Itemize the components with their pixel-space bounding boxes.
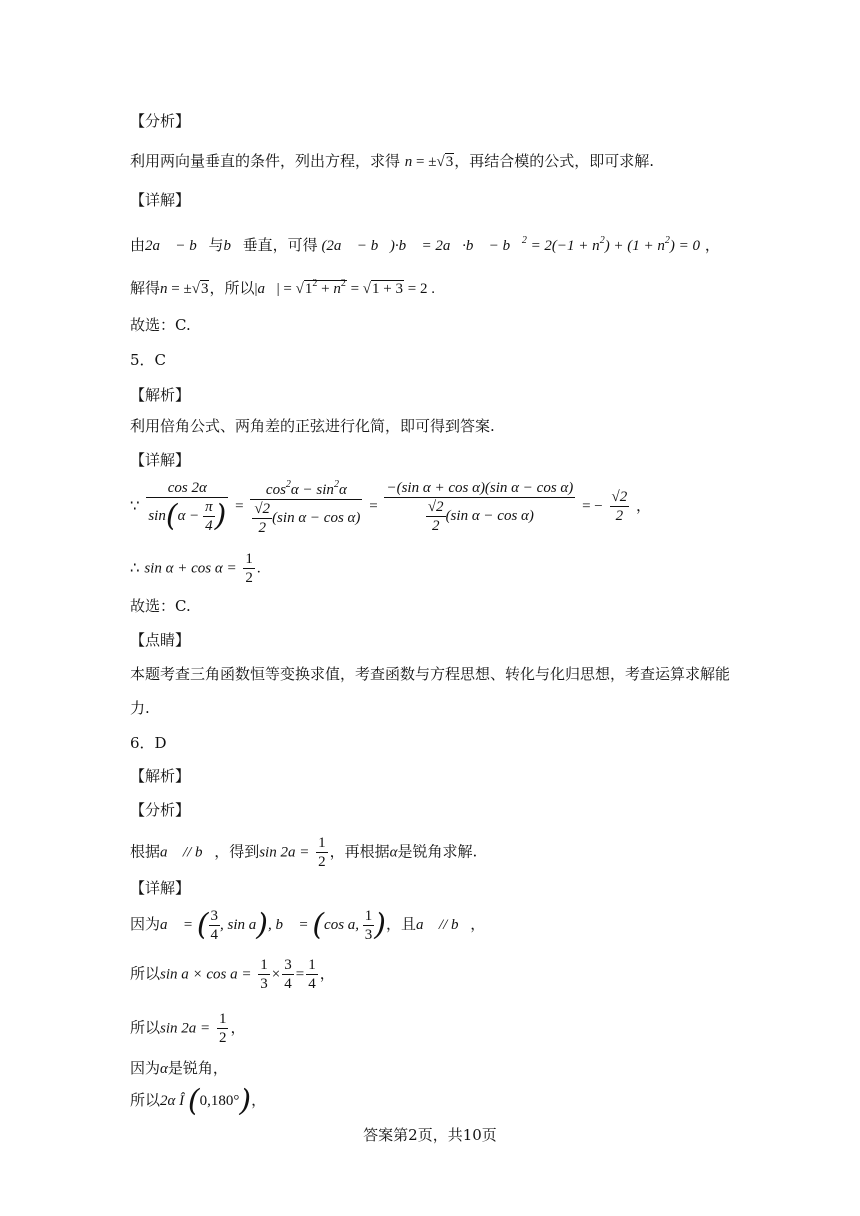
math-frac-factored: −(sin α + cos α)(sin α − cos α) $\frac{√2}{2}$ (sin α − cos α) — [386, 479, 574, 534]
line-analysis-body — [130, 151, 654, 172]
math-vector-a: a⃗ = ( $\frac{3}{4}$ , sin a), b⃗ = (cos a, $\frac{1}{3}$ ) — [160, 907, 386, 943]
math-frac-neg-sqrt2-over-2: $\frac{√2}{2}$ — [611, 489, 628, 524]
text: ， — [700, 236, 720, 254]
math: b⃗ — [223, 238, 243, 254]
math-because: ∵ — [130, 498, 140, 515]
text: 与 — [208, 236, 224, 254]
text: 所以 — [130, 1091, 161, 1109]
math-frac-cos2a-over-sin: cos 2α sin(α − $\frac{\pi}{4}$ ) — [148, 479, 227, 534]
math: = ±√3 — [167, 281, 209, 297]
math-therefore: ∴ — [130, 560, 140, 577]
text: 因为 — [130, 1059, 161, 1077]
line-q6-vectors — [130, 907, 485, 944]
math: . — [256, 560, 261, 577]
math: α — [160, 1061, 168, 1077]
math: = ±√3 — [412, 154, 454, 170]
heading-text: 【解析】 — [130, 767, 191, 785]
math-frac-one-half: $\frac{1}{2}$ — [218, 1011, 227, 1046]
text: 力. — [130, 699, 150, 717]
math: = — [295, 966, 305, 983]
line-answer-c-1 — [130, 315, 191, 335]
text: 垂直，可得 — [242, 236, 318, 254]
math: = — [369, 498, 378, 515]
text: 本题考查三角函数恒等变换求值，考查函数与方程思想、转化与化归思想，考查运算求解能 — [130, 665, 731, 683]
math: α — [389, 844, 398, 861]
text: ，且 — [386, 914, 417, 933]
line-q5 — [130, 350, 166, 370]
text: 故选：C. — [130, 597, 191, 615]
text: ，所以 — [209, 279, 255, 297]
line-comment-body-1 — [130, 664, 730, 684]
math-n-pm-sqrt3: n — [404, 154, 413, 170]
text: ，再结合模的公式，即可求解. — [454, 152, 655, 170]
math: = − — [582, 498, 603, 515]
text: ， — [251, 1091, 267, 1109]
line-q6-analysis — [130, 834, 477, 871]
heading-text: 【详解】 — [130, 191, 191, 209]
math-parallel: a⃗ // b⃗ — [160, 844, 215, 861]
line-q5-therefore — [130, 550, 261, 587]
line-q6-product — [130, 956, 335, 993]
heading-text: 【解析】 — [130, 386, 191, 404]
math: × — [271, 966, 281, 983]
math-frac: $\frac{1}{3}$ — [260, 957, 268, 992]
math: sin 2a = — [160, 1020, 211, 1037]
heading-text: 【分析】 — [130, 801, 191, 819]
heading-text: 【分析】 — [130, 112, 191, 130]
line-parse-heading-1 — [130, 385, 190, 405]
text: 利用倍角公式、两角差的正弦进行化简，即可得到答案. — [130, 417, 495, 435]
math-range: 2α Î (0,180°) — [160, 1083, 252, 1119]
math: sin a × cos a = — [160, 966, 252, 983]
text: 是锐角求解. — [397, 842, 478, 861]
text: 所以 — [130, 1018, 161, 1037]
math-modulus: |a⃗| = $√1^2 + n^2 = √1 + 3 = 2$ . — [254, 278, 435, 297]
math-frac-cos2-minus-sin2: $\cos^2\alpha - \sin^2\alpha$ $\frac{√2}{2}$ (sin α − cos α) — [250, 476, 362, 537]
math: = — [235, 498, 244, 515]
text: 所以 — [130, 964, 161, 983]
line-detail-heading — [130, 190, 190, 210]
line-q6-range — [130, 1083, 267, 1119]
line-comment-body-2 — [130, 698, 150, 718]
heading-text: 【详解】 — [130, 451, 191, 469]
text: ，再根据 — [329, 842, 390, 861]
math: n — [160, 281, 168, 297]
heading-text: 【详解】 — [130, 879, 191, 897]
math-frac: $\frac{1}{4}$ — [308, 957, 316, 992]
math-frac: $\frac{3}{4}$ — [284, 957, 292, 992]
text: 是锐角， — [167, 1059, 228, 1077]
line-q5-big-equation — [130, 476, 651, 537]
line-detail-heading-3 — [130, 878, 190, 898]
line-comment-heading — [130, 630, 190, 650]
text: ，得到 — [214, 842, 260, 861]
math: sin 2a = — [259, 844, 310, 861]
math-parallel: a⃗ // b⃗ — [416, 916, 471, 933]
line-analysis-heading — [130, 111, 190, 131]
text: 根据 — [130, 842, 161, 861]
text: ， — [470, 914, 486, 933]
line-answer-c-2 — [130, 596, 191, 616]
line-q6-sin2a — [130, 1010, 245, 1047]
text: ， — [319, 964, 335, 983]
question-number: 6．D — [130, 734, 167, 752]
line-perpendicular-equation — [130, 231, 720, 256]
text: 由 — [130, 236, 146, 254]
page-footer: 答案第2页，共10页 — [363, 1126, 497, 1144]
line-parse-heading-2 — [130, 766, 190, 786]
line-q6 — [130, 733, 167, 753]
math: 2a⃗ − b⃗ — [145, 238, 209, 254]
line-solve-modulus — [130, 274, 435, 299]
text: 故选：C. — [130, 316, 191, 334]
text: 因为 — [130, 914, 161, 933]
text: ， — [631, 496, 652, 515]
line-analysis-heading-2 — [130, 800, 190, 820]
math-dot-product-equation: (2a⃗ − b⃗)·b⃗ = 2a⃗·b⃗ − b⃗$^2$ = $2(-1 + n^2) + (1 + n^2) = 0$ — [317, 235, 701, 254]
line-q6-acute — [130, 1058, 228, 1079]
text: ， — [230, 1018, 246, 1037]
text: 利用两向量垂直的条件，列出方程，求得 — [130, 152, 401, 170]
line-detail-heading-2 — [130, 450, 190, 470]
heading-text: 【点睛】 — [130, 631, 191, 649]
question-number: 5．C — [130, 351, 167, 369]
math-frac-one-half: $\frac{1}{2}$ — [245, 551, 253, 586]
line-q5-method — [130, 416, 495, 436]
text: 解得 — [130, 279, 161, 297]
math: sin α + cos α = — [144, 560, 237, 577]
math-frac-one-half: $\frac{1}{2}$ — [318, 835, 326, 870]
